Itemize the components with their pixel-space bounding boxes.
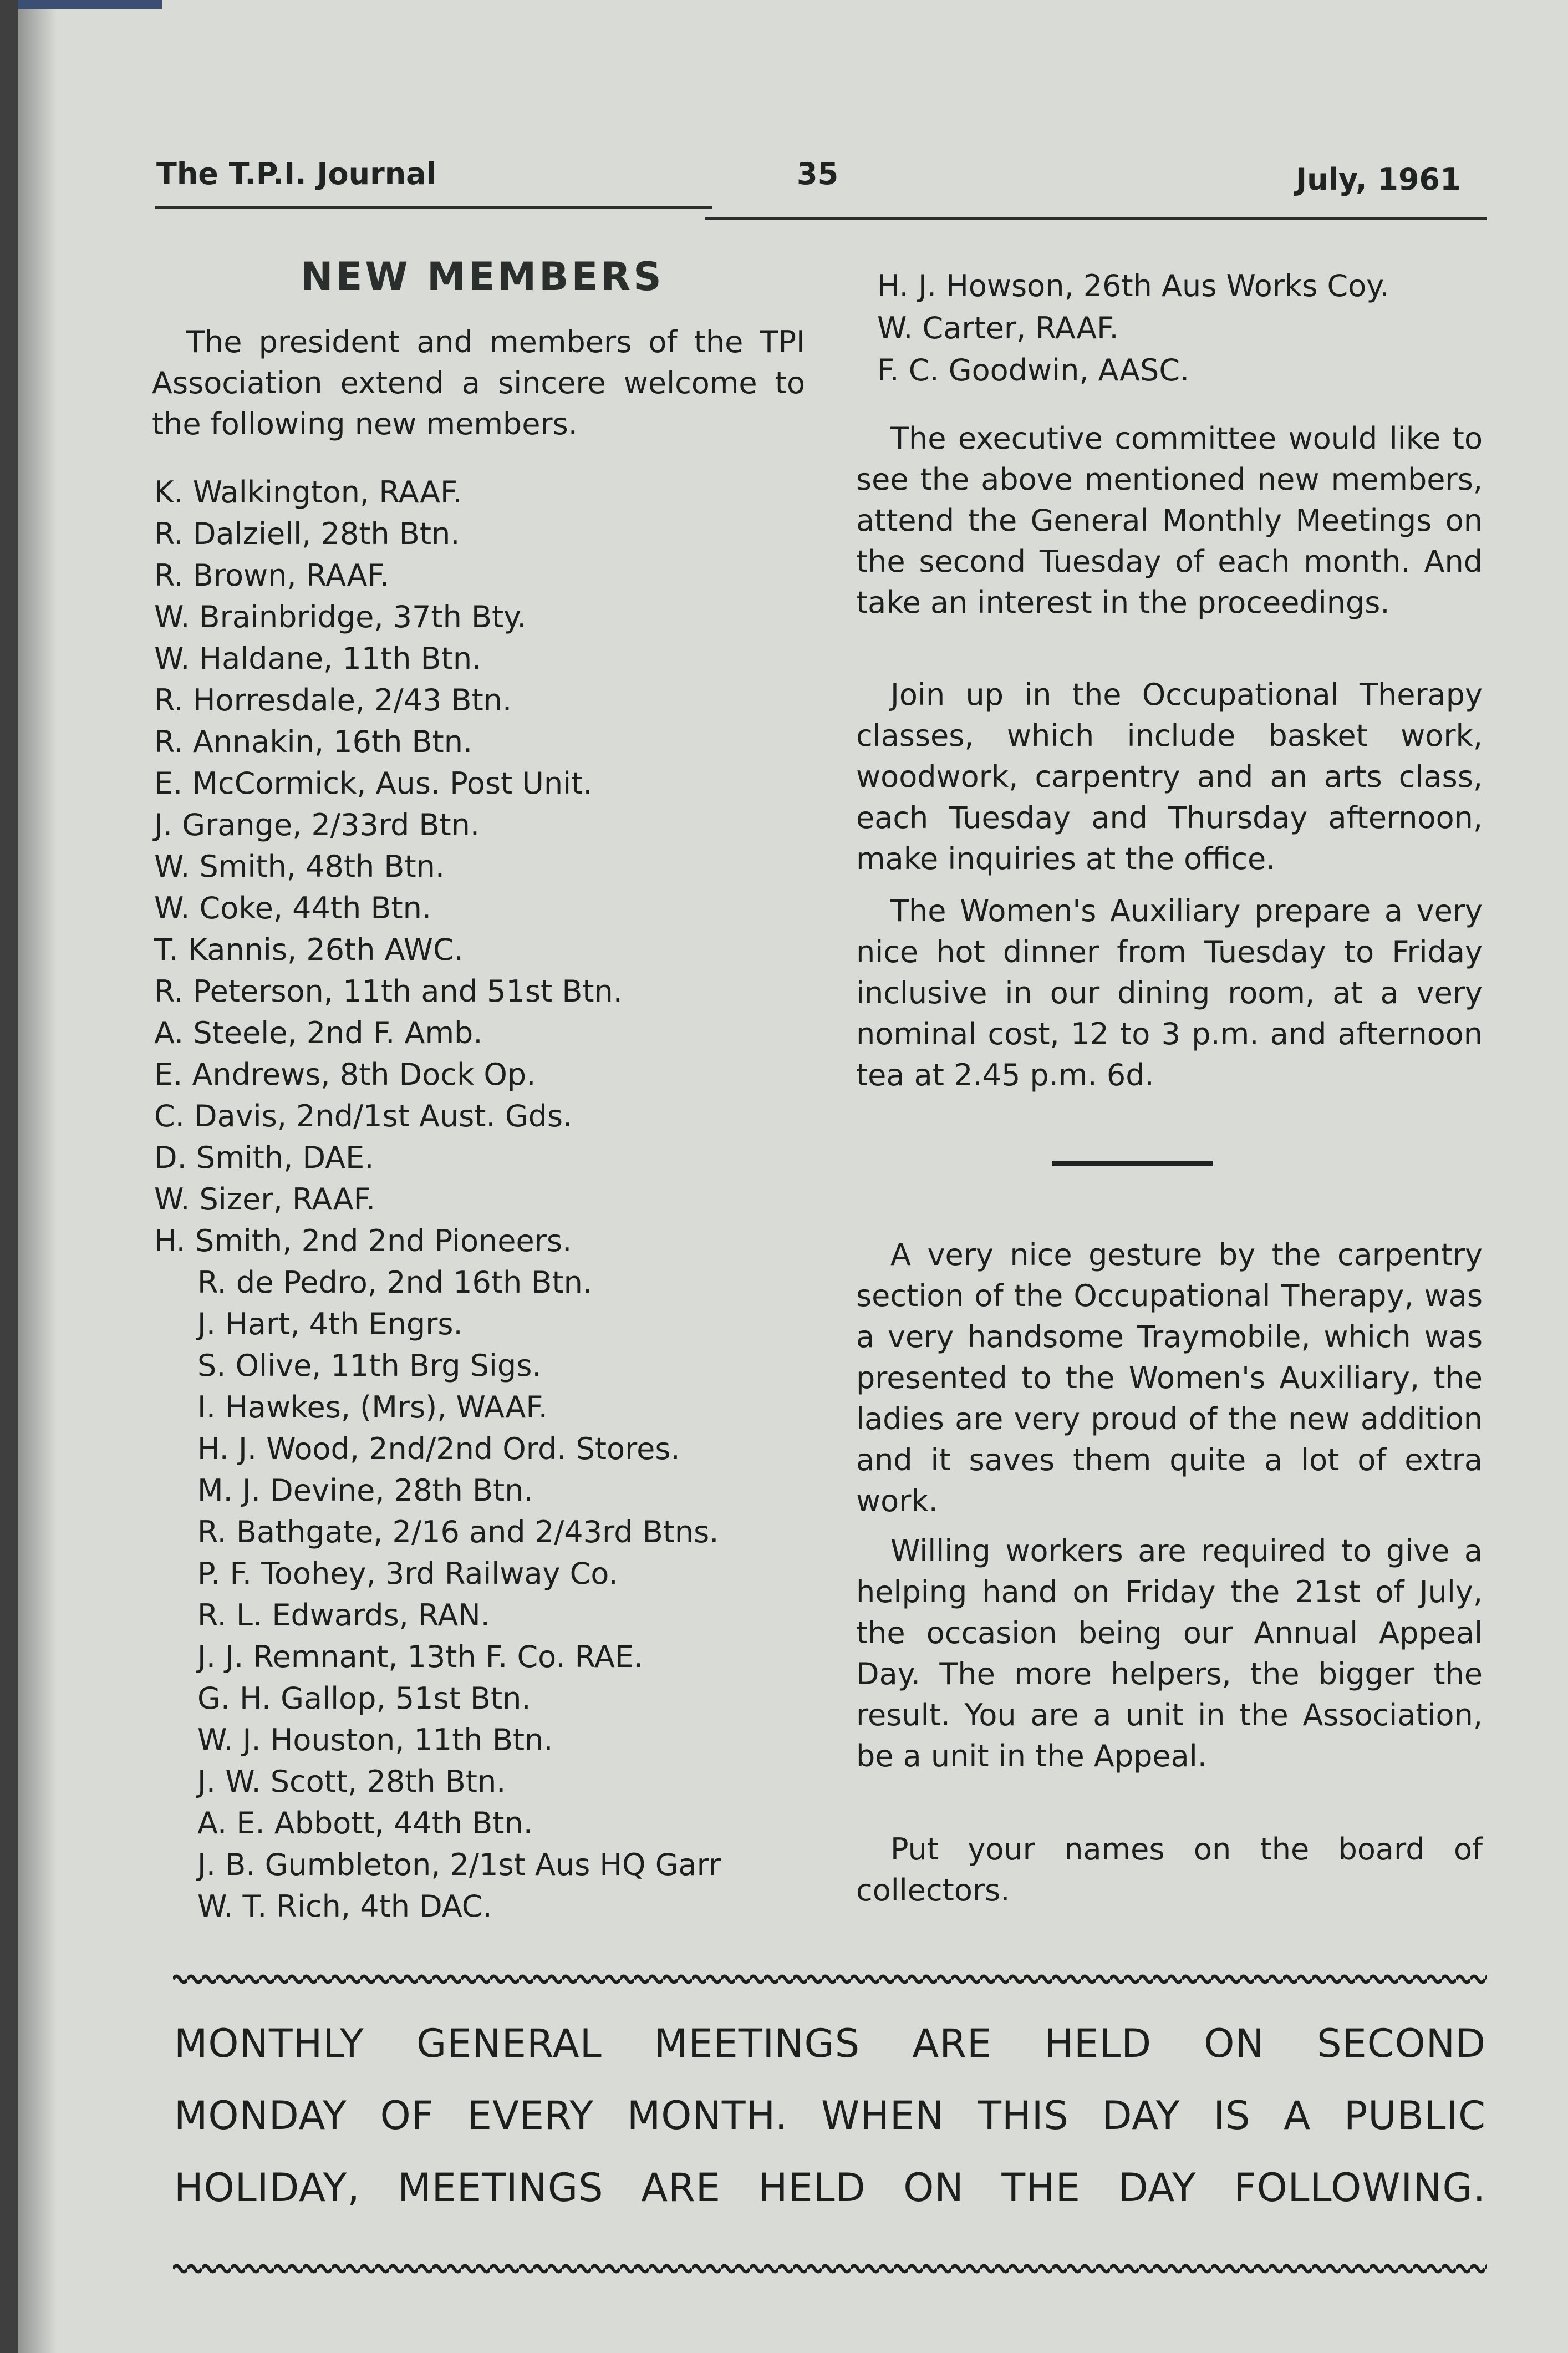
journal-page (18, 0, 1568, 2353)
auxiliary-paragraph: The Women's Auxiliary prepare a very nice hot dinner from Tuesday to Friday inclusive in our dining room, at a very nominal cost, 12 to 3 p.m. and afternoon tea at 2.45 p.m. 6d. (856, 893, 1483, 1092)
list-item: W. Sizer, RAAF. (154, 1182, 376, 1217)
list-item: W. Brainbridge, 37th Bty. (154, 599, 527, 634)
intro-paragraph: The president and members of the TPI Association extend a sincere welcome to the following new members. (152, 324, 805, 441)
list-item: R. Annakin, 16th Btn. (154, 724, 473, 759)
list-item: J. B. Gumbleton, 2/1st Aus HQ Garr (197, 1847, 721, 1882)
collectors-paragraph: Put your names on the board of collectors. (856, 1832, 1483, 1908)
list-item: W. Haldane, 11th Btn. (154, 641, 482, 676)
list-item: R. de Pedro, 2nd 16th Btn. (197, 1265, 593, 1300)
list-item: G. H. Gallop, 51st Btn. (197, 1681, 531, 1716)
list-item: A. Steele, 2nd F. Amb. (154, 1015, 483, 1050)
new-members-list (154, 471, 721, 1927)
list-item: R. Peterson, 11th and 51st Btn. (154, 974, 623, 1009)
list-item: E. McCormick, Aus. Post Unit. (154, 766, 593, 801)
list-item: S. Olive, 11th Brg Sigs. (197, 1348, 542, 1383)
list-item: W. J. Houston, 11th Btn. (197, 1722, 553, 1757)
list-item: R. L. Edwards, RAN. (197, 1598, 490, 1633)
list-item: R. Bathgate, 2/16 and 2/43rd Btns. (197, 1515, 719, 1549)
list-item: A. E. Abbott, 44th Btn. (197, 1806, 533, 1841)
binding-shadow (18, 0, 57, 2353)
notice-line-1: MONTHLY GENERAL MEETINGS ARE HELD ON SECOND (174, 2021, 1486, 2066)
list-item: J. W. Scott, 28th Btn. (197, 1764, 506, 1799)
list-item: R. Brown, RAAF. (154, 558, 390, 593)
list-item: H. J. Howson, 26th Aus Works Coy. (877, 268, 1389, 303)
list-item: F. C. Goodwin, AASC. (877, 353, 1190, 388)
list-item: P. F. Toohey, 3rd Railway Co. (197, 1556, 618, 1591)
list-item: T. Kannis, 26th AWC. (154, 932, 464, 967)
list-item: H. J. Wood, 2nd/2nd Ord. Stores. (197, 1431, 680, 1466)
decorative-border-top (173, 1972, 1487, 1986)
list-item: C. Davis, 2nd/1st Aust. Gds. (154, 1099, 573, 1134)
page-edge-strip (18, 0, 162, 9)
issue-date: July, 1961 (1296, 162, 1461, 197)
list-item: M. J. Devine, 28th Btn. (197, 1473, 533, 1508)
notice-line-3: HOLIDAY, MEETINGS ARE HELD ON THE DAY FOLLOWING. (174, 2165, 1486, 2210)
notice-line-2: MONDAY OF EVERY MONTH. WHEN THIS DAY IS A PUBLIC (174, 2093, 1486, 2138)
committee-paragraph: The executive committee would like to see the above mentioned new members, attend the General Monthly Meetings on the second Tuesday of each month. And take an interest in the proceedings. (856, 421, 1483, 620)
list-item: W. T. Rich, 4th DAC. (197, 1889, 492, 1924)
meetings-notice (174, 2008, 1486, 2224)
list-item: J. J. Remnant, 13th F. Co. RAE. (197, 1639, 644, 1674)
list-item: K. Walkington, RAAF. (154, 475, 462, 510)
section-title: NEW MEMBERS (301, 254, 664, 299)
gesture-paragraph: A very nice gesture by the carpentry section of the Occupational Therapy, was a very handsome Traymobile, which was presented to the Women's Auxiliary, the ladies are very proud of the new addition and it saves them quite a lot of extra work. (856, 1237, 1483, 1518)
list-item: I. Hawkes, (Mrs), WAAF. (197, 1390, 548, 1425)
decorative-border-bottom (173, 2261, 1487, 2276)
section-divider (1052, 1161, 1213, 1166)
workers-paragraph: Willing workers are required to give a helping hand on Friday the 21st of July, the occasion being our Annual Appeal Day. The more helpers, the bigger the result. You are a unit in the Association, be a unit in the Appeal. (856, 1533, 1483, 1773)
list-item: E. Andrews, 8th Dock Op. (154, 1057, 536, 1092)
list-item: W. Smith, 48th Btn. (154, 849, 445, 884)
list-item: R. Horresdale, 2/43 Btn. (154, 683, 512, 718)
list-item: R. Dalziell, 28th Btn. (154, 516, 460, 551)
journal-name: The T.P.I. Journal (156, 156, 437, 191)
list-item: W. Carter, RAAF. (877, 311, 1119, 345)
list-item: W. Coke, 44th Btn. (154, 891, 432, 926)
list-item: H. Smith, 2nd 2nd Pioneers. (154, 1223, 572, 1258)
therapy-paragraph: Join up in the Occupational Therapy classes, which include basket work, woodwork, carpentry and an arts class, each Tuesday and Thursday afternoon, make inquiries at the office. (856, 677, 1483, 876)
header-rule-left (155, 206, 712, 209)
header-rule-right (705, 217, 1487, 220)
list-item: J. Grange, 2/33rd Btn. (154, 807, 480, 842)
new-members-list-continued (877, 265, 1389, 392)
list-item: D. Smith, DAE. (154, 1140, 374, 1175)
list-item: J. Hart, 4th Engrs. (197, 1307, 463, 1341)
page-number: 35 (797, 156, 839, 191)
